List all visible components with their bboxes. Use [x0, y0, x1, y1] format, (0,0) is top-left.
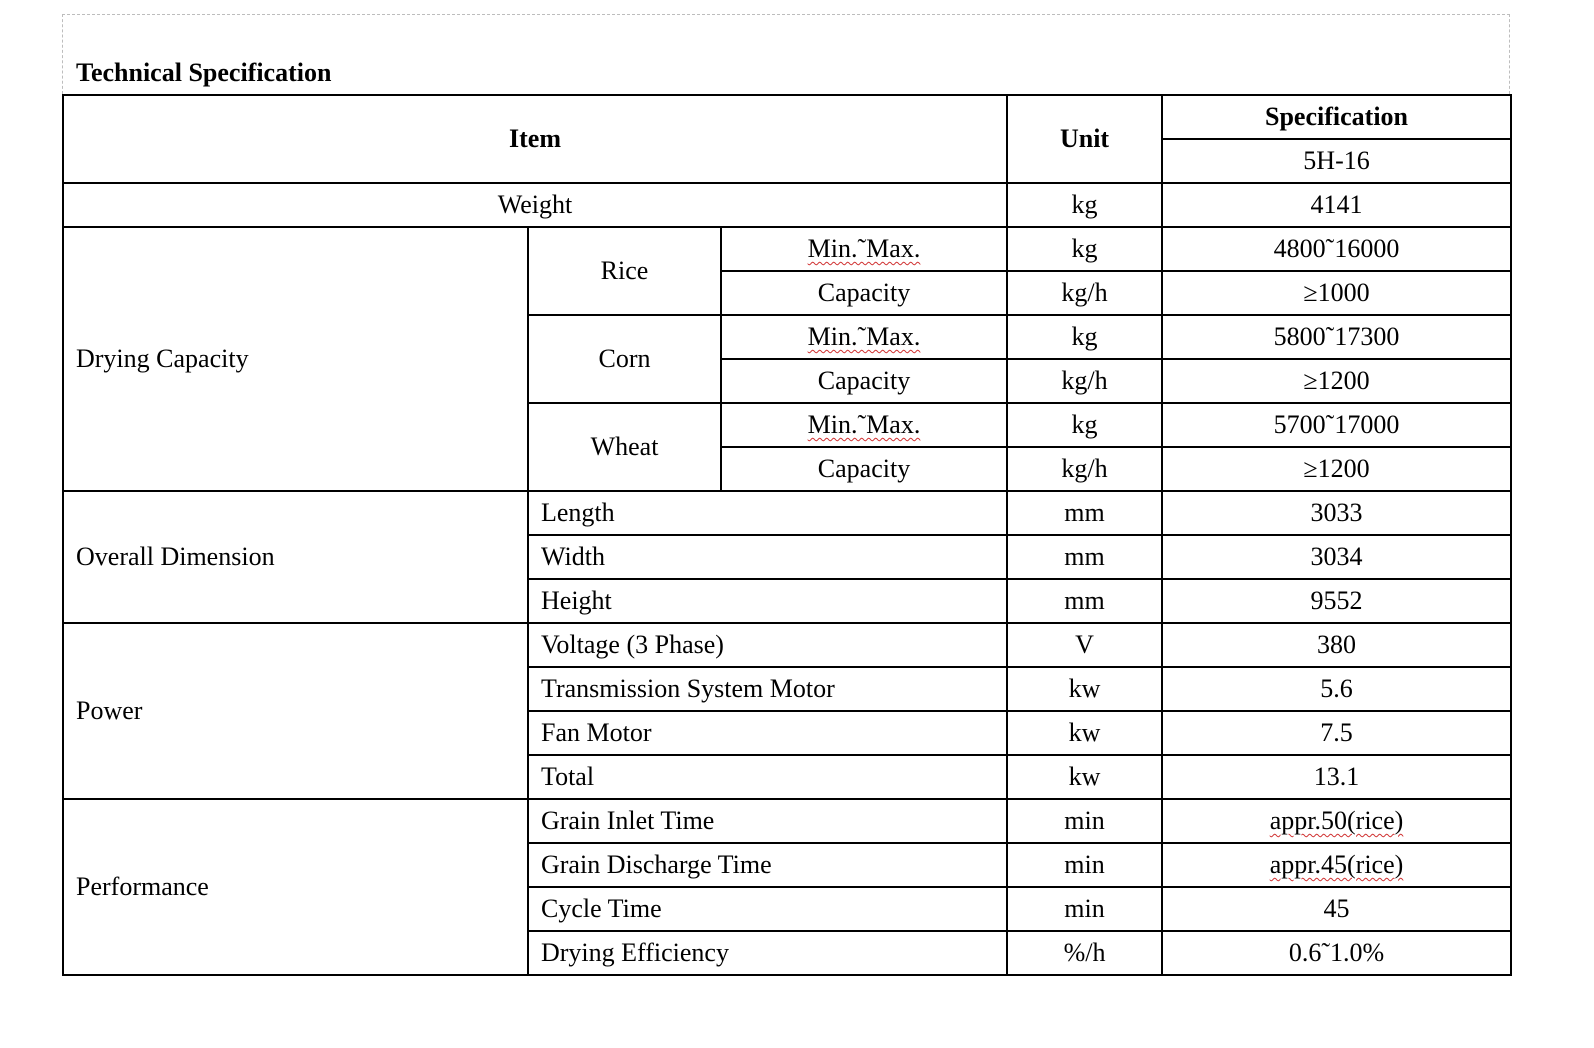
- row-value-text: appr.50(rice): [1269, 806, 1404, 835]
- row-unit: kw: [1007, 755, 1162, 799]
- row-value: 5.6: [1162, 667, 1511, 711]
- minmax-label-text: Min.˜Max.: [807, 410, 921, 439]
- weight-value: 4141: [1162, 183, 1511, 227]
- grain-name: Corn: [528, 315, 721, 403]
- row-value: [1162, 843, 1511, 887]
- capacity-label: Capacity: [721, 447, 1007, 491]
- row-unit: kg/h: [1007, 359, 1162, 403]
- row-value: 5700˜17000: [1162, 403, 1511, 447]
- row-name: Grain Discharge Time: [528, 843, 1007, 887]
- spec-table: [62, 94, 1512, 976]
- row-name: Voltage (3 Phase): [528, 623, 1007, 667]
- grain-name: Wheat: [528, 403, 721, 491]
- row-name: Drying Efficiency: [528, 931, 1007, 975]
- row-value: 4800˜16000: [1162, 227, 1511, 271]
- row-value: 13.1: [1162, 755, 1511, 799]
- table-row: [63, 227, 1511, 271]
- row-unit: kg/h: [1007, 447, 1162, 491]
- row-unit: mm: [1007, 491, 1162, 535]
- row-unit: V: [1007, 623, 1162, 667]
- header-item: Item: [63, 95, 1007, 183]
- row-unit: min: [1007, 887, 1162, 931]
- grain-name: Rice: [528, 227, 721, 315]
- row-name: Transmission System Motor: [528, 667, 1007, 711]
- row-name: Length: [528, 491, 1007, 535]
- table-row: [63, 799, 1511, 843]
- row-name: Cycle Time: [528, 887, 1007, 931]
- row-value-text: appr.45(rice): [1269, 850, 1404, 879]
- weight-label: Weight: [63, 183, 1007, 227]
- header-model: 5H-16: [1162, 139, 1511, 183]
- row-value: 7.5: [1162, 711, 1511, 755]
- header-row: [63, 95, 1511, 139]
- row-name: Total: [528, 755, 1007, 799]
- drying-capacity-label: Drying Capacity: [63, 227, 528, 491]
- row-value: 3033: [1162, 491, 1511, 535]
- row-unit: %/h: [1007, 931, 1162, 975]
- row-unit: kw: [1007, 667, 1162, 711]
- minmax-label-text: Min.˜Max.: [807, 234, 921, 263]
- header-unit: Unit: [1007, 95, 1162, 183]
- row-value: ≥1000: [1162, 271, 1511, 315]
- row-value: ≥1200: [1162, 359, 1511, 403]
- table-row: [63, 183, 1511, 227]
- row-unit: kg: [1007, 227, 1162, 271]
- row-value: 9552: [1162, 579, 1511, 623]
- row-unit: kg: [1007, 403, 1162, 447]
- row-unit: mm: [1007, 535, 1162, 579]
- row-value: 45: [1162, 887, 1511, 931]
- row-unit: kw: [1007, 711, 1162, 755]
- row-value: 5800˜17300: [1162, 315, 1511, 359]
- overall-dimension-label: Overall Dimension: [63, 491, 528, 623]
- performance-label: Performance: [63, 799, 528, 975]
- minmax-label-text: Min.˜Max.: [807, 322, 921, 351]
- capacity-label: Capacity: [721, 359, 1007, 403]
- table-row: [63, 491, 1511, 535]
- row-value: 0.6˜1.0%: [1162, 931, 1511, 975]
- row-name: Grain Inlet Time: [528, 799, 1007, 843]
- row-value: [1162, 799, 1511, 843]
- row-value: 3034: [1162, 535, 1511, 579]
- row-value: 380: [1162, 623, 1511, 667]
- minmax-label: [721, 227, 1007, 271]
- table-row: [63, 623, 1511, 667]
- capacity-label: Capacity: [721, 271, 1007, 315]
- minmax-label: [721, 403, 1007, 447]
- weight-unit: kg: [1007, 183, 1162, 227]
- row-name: Height: [528, 579, 1007, 623]
- page-title: Technical Specification: [76, 58, 332, 87]
- row-unit: kg: [1007, 315, 1162, 359]
- row-value: ≥1200: [1162, 447, 1511, 491]
- header-specification: Specification: [1162, 95, 1511, 139]
- row-unit: min: [1007, 799, 1162, 843]
- row-name: Width: [528, 535, 1007, 579]
- row-unit: min: [1007, 843, 1162, 887]
- minmax-label: [721, 315, 1007, 359]
- row-name: Fan Motor: [528, 711, 1007, 755]
- row-unit: kg/h: [1007, 271, 1162, 315]
- power-label: Power: [63, 623, 528, 799]
- row-unit: mm: [1007, 579, 1162, 623]
